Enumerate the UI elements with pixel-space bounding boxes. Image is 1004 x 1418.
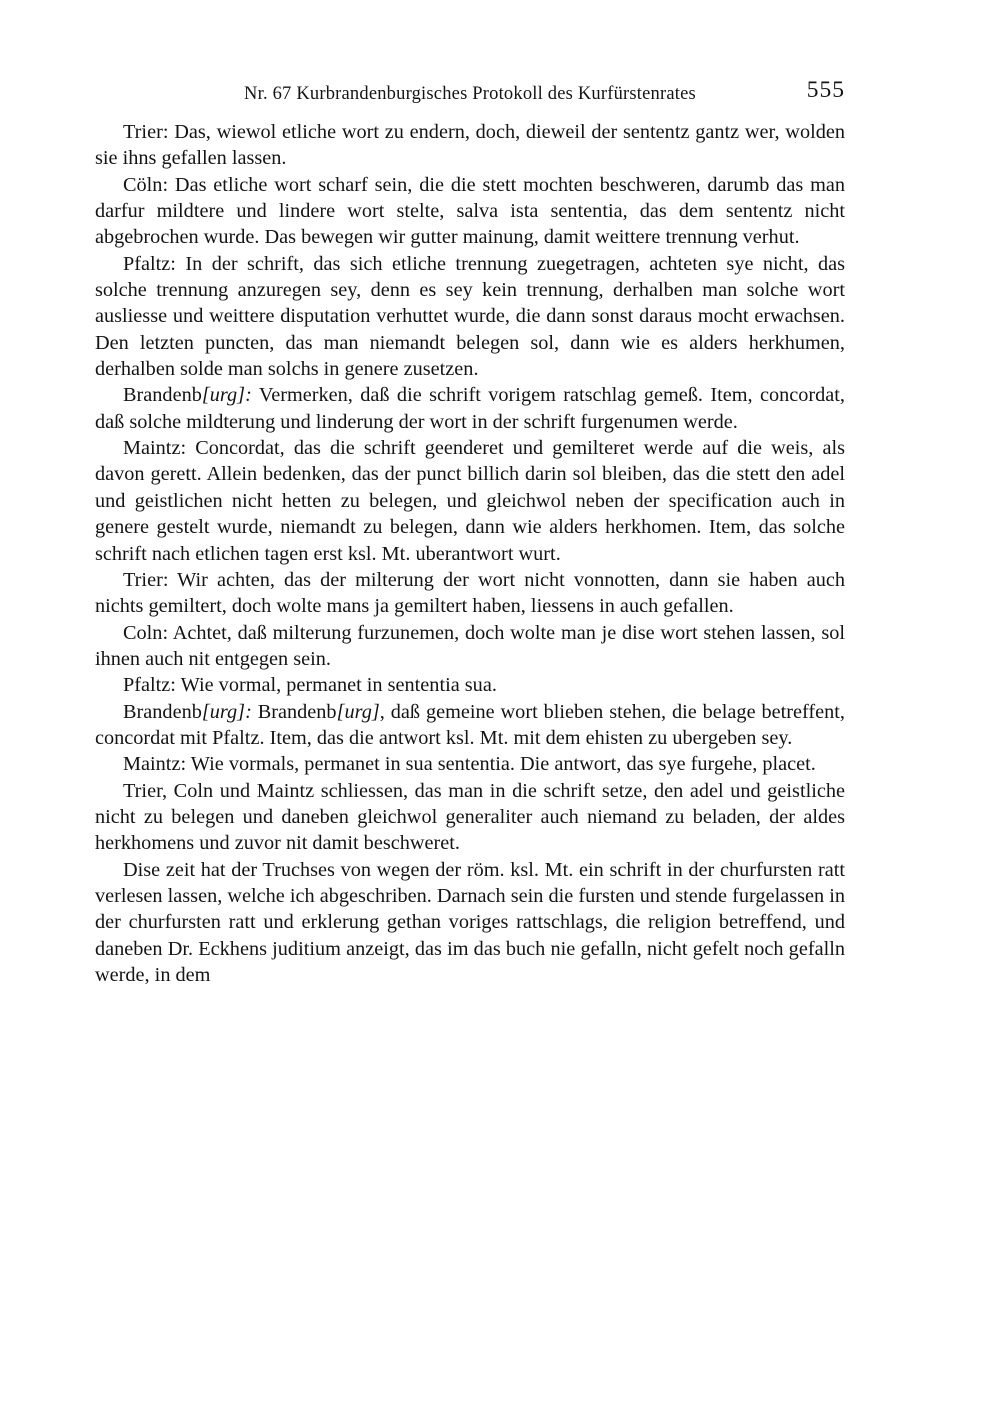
paragraph-text: Trier: Wir achten, das der milterung der wort nicht vonnotten, dann sie haben auch nichts gemiltert, doch wolte mans ja gemiltert haben, liessens in auch gefallen.: [95, 568, 845, 618]
paragraph: [95, 699, 845, 752]
paragraph: [95, 172, 845, 251]
paragraph-text: , daß gemeine wort blieben stehen, die belage betreffent, concordat mit Pfaltz. Item, das die antwort ksl. Mt. mit dem ehisten zu ubergeben sey.: [95, 700, 845, 749]
editorial-expansion: [urg]:: [201, 700, 252, 723]
page-header: [95, 77, 845, 106]
body-text: [95, 119, 845, 988]
paragraph-text: Coln: Achtet, daß milterung furzunemen, doch wolte man je dise wort stehen lassen, sol ihnen auch nit entgegen sein.: [95, 621, 845, 670]
running-title: Nr. 67 Kurbrandenburgisches Protokoll des Kurfürstenrates: [244, 84, 696, 104]
paragraph: [95, 567, 845, 620]
paragraph-text: Vermerken, daß die schrift vorigem ratschlag gemeß. Item, concordat, daß solche mildterung und linderung der wort in der schrift furgenumen werde.: [95, 384, 845, 433]
paragraph: [95, 857, 845, 989]
paragraph: [95, 778, 845, 857]
paragraph-text: Maintz: Wie vormals, permanet in sua sententia. Die antwort, das sye furgehe, placet.: [123, 753, 816, 776]
paragraph: [95, 672, 845, 698]
paragraph-text: Pfaltz: In der schrift, das sich etliche trennung zuegetragen, achteten sye nicht, das solche trennung anzuregen sey, denn es sey kein trennung, derhalben man solche wort ausliesse und weittere disputation verhuttet wurde, die dann sonst daraus mocht erwachsen. Den letzten puncten, das man niemandt belegen sol, dann wie es alders herkhumen, derhalben solde man solchs in genere zusetzen.: [95, 252, 845, 381]
paragraph-text: Trier: Das, wiewol etliche wort zu endern, doch, dieweil der sententz gantz wer, wolden sie ihns gefallen lassen.: [95, 121, 845, 170]
paragraph-text: Brandenb: [251, 700, 337, 723]
paragraph-text: Brandenb: [123, 384, 202, 407]
paragraph-text: Dise zeit hat der Truchses von wegen der röm. ksl. Mt. ein schrift in der churfursten ratt verlesen lassen, welche ich abgeschriben. Darnach sein die fursten und stende furgelassen in der churfursten ratt und erklerung gethan voriges rattschlags, die religion betreffend, und daneben Dr. Eckhens juditium anzeigt, das im das buch nie gefalln, nicht gefelt noch gefalln werde, in dem: [95, 858, 845, 986]
paragraph: [95, 382, 845, 435]
paragraph-text: Cöln: Das etliche wort scharf sein, die die stett mochten beschweren, darumb das man darfur mildtere und lindere wort stelte, salva ista sententia, das dem sententz nicht abgebrochen wurde. Das bewegen wir gutter mainung, damit weittere trennung verhut.: [95, 173, 845, 249]
paragraph-text: Brandenb: [123, 700, 202, 723]
paragraph-text: Maintz: Concordat, das die schrift geenderet und gemilteret werde auf die weis, als davon gerett. Allein bedenken, das der punct billich darin sol bleiben, das die stett den adel und geistlichen nicht hetten zu belegen, und gleichwol neben der specification auch in genere gestelt wurde, niemandt zu belegen, dann wie alders herkhomen. Item, das solche schrift nach etlichen tagen erst ksl. Mt. uberantwort wurt.: [95, 437, 845, 565]
paragraph: [95, 435, 845, 567]
editorial-expansion: [urg]:: [201, 384, 252, 407]
paragraph: [95, 751, 845, 777]
page-number: 555: [806, 77, 845, 103]
paragraph: [95, 620, 845, 673]
paragraph-text: Pfaltz: Wie vormal, permanet in sententia sua.: [123, 674, 497, 697]
editorial-expansion: [urg]: [336, 700, 380, 723]
paragraph-text: Trier, Coln und Maintz schliessen, das man in die schrift setze, den adel und geistliche nicht zu belegen und daneben gleichwol generaliter auch niemand zu beladen, der aldes herkhomens und zuvor nit damit beschweret.: [95, 779, 845, 855]
paragraph: [95, 251, 845, 383]
paragraph: [95, 119, 845, 172]
